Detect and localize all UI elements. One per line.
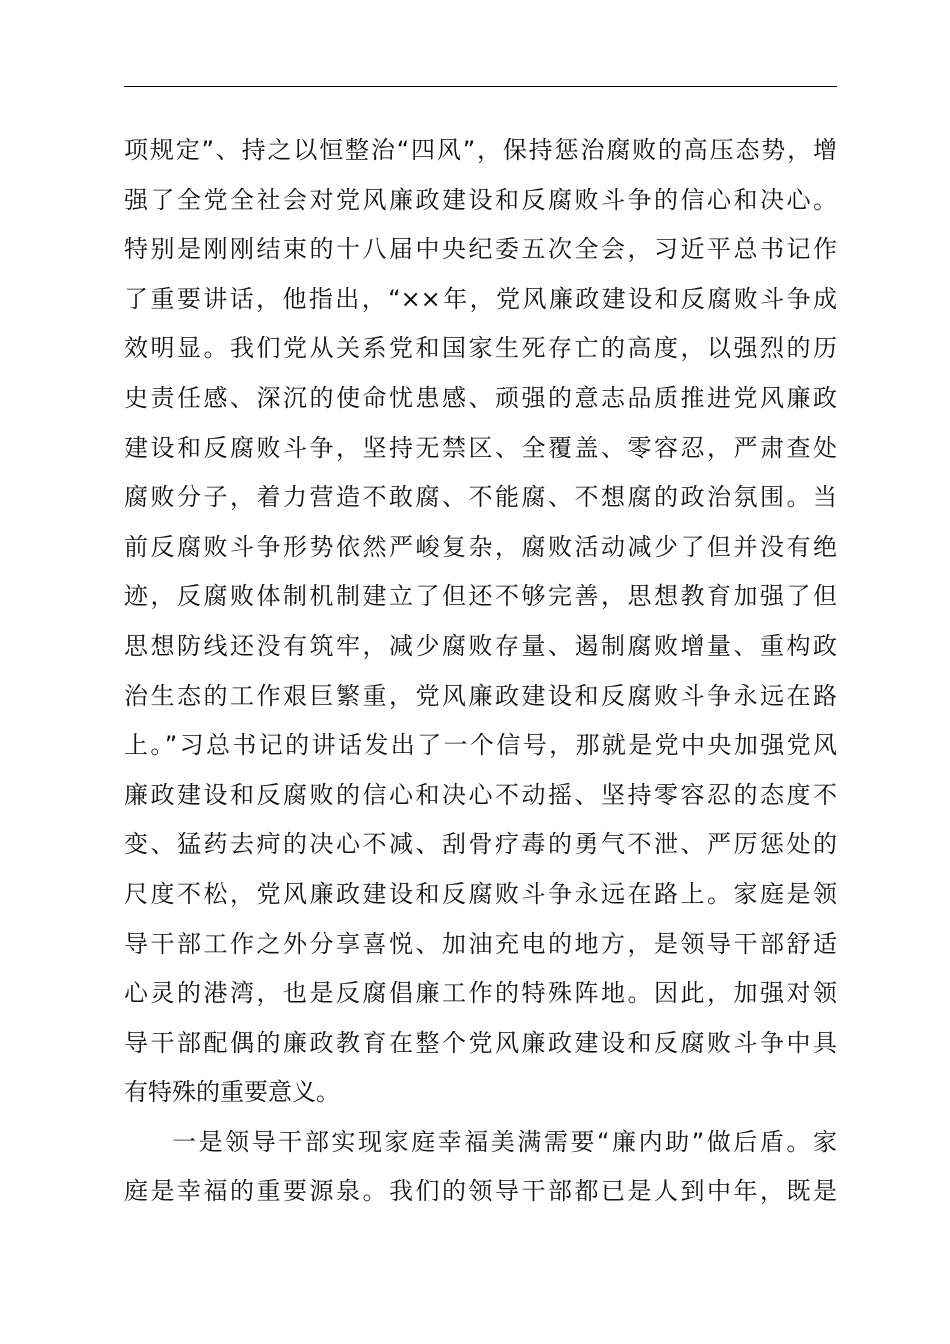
text-line: 前反腐败斗争形势依然严峻复杂，腐败活动减少了但并没有绝: [124, 532, 837, 561]
text-line: 庭是幸福的重要源泉。我们的领导干部都已是人到中年，既是: [124, 1177, 837, 1206]
text-line: 导干部工作之外分享喜悦、加油充电的地方，是领导干部舒适: [124, 929, 837, 958]
text-line: 廉政建设和反腐败的信心和决心不动摇、坚持零容忍的态度不: [124, 780, 837, 809]
text-line: 心灵的港湾，也是反腐倡廉工作的特殊阵地。因此，加强对领: [124, 979, 837, 1008]
text-line: 腐败分子，着力营造不敢腐、不能腐、不想腐的政治氛围。当: [124, 483, 837, 512]
text-line: 强了全党全社会对党风廉政建设和反腐败斗争的信心和决心。: [124, 185, 837, 214]
text-line: 迹，反腐败体制机制建立了但还不够完善，思想教育加强了但: [124, 582, 837, 611]
text-line: 项规定”、持之以恒整治“四风”，保持惩治腐败的高压态势，增: [124, 136, 837, 164]
text-line: 一是领导干部实现家庭幸福美满需要“廉内助”做后盾。家: [172, 1127, 837, 1156]
text-line: 建设和反腐败斗争，坚持无禁区、全覆盖、零容忍，严肃查处: [124, 433, 837, 462]
text-line: 效明显。我们党从关系党和国家生死存亡的高度，以强烈的历: [124, 334, 837, 363]
text-line: 治生态的工作艰巨繁重，党风廉政建设和反腐败斗争永远在路: [124, 681, 837, 710]
text-line: 思想防线还没有筑牢，减少腐败存量、遏制腐败增量、重构政: [124, 631, 837, 660]
text-line: 导干部配偶的廉政教育在整个党风廉政建设和反腐败斗争中具: [124, 1028, 837, 1057]
paragraph-2: [124, 1118, 837, 1217]
paragraph-1: [124, 126, 837, 1118]
body-text: [124, 126, 837, 1217]
text-line: 了重要讲话，他指出，“××年，党风廉政建设和反腐败斗争成: [124, 284, 837, 313]
text-line: 上。”习总书记的讲话发出了一个信号，那就是党中央加强党风: [124, 731, 837, 760]
text-line: 特别是刚刚结束的十八届中央纪委五次全会，习近平总书记作: [124, 235, 837, 264]
text-line: 史责任感、深沉的使命忧患感、顽强的意志品质推进党风廉政: [124, 383, 837, 412]
text-line: 尺度不松，党风廉政建设和反腐败斗争永远在路上。家庭是领: [124, 879, 837, 908]
text-line: 有特殊的重要意义。: [124, 1078, 340, 1107]
text-line: 变、猛药去疴的决心不减、刮骨疗毒的勇气不泄、严厉惩处的: [124, 830, 837, 859]
header-rule: [124, 86, 837, 87]
